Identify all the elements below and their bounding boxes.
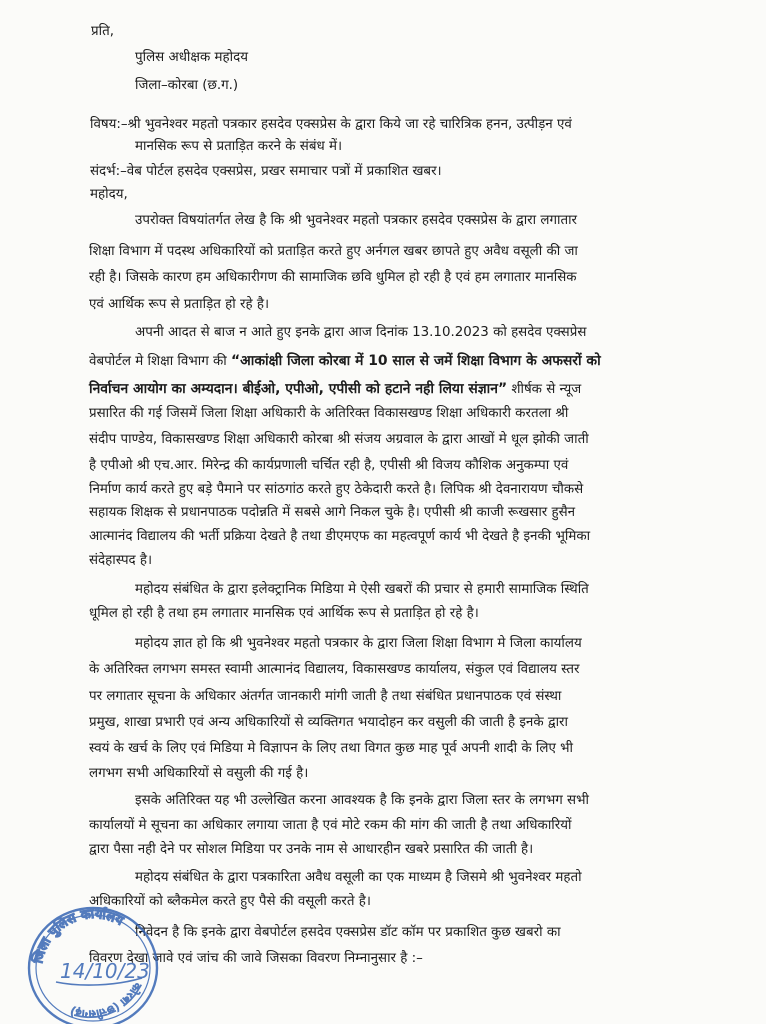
para2-line: सहायक शिक्षक से प्रधानपाठक पदोन्नति में सबसे आगे निकल चुके है। एपीसी श्री काजी रूखसार हुसैन — [89, 505, 576, 520]
salutation: महोदय, — [90, 187, 128, 202]
para3-line: धूमिल हो रही है तथा हम लगातार मानसिक एवं आर्थिक रूप से प्रताड़ित हो रहे है। — [89, 606, 479, 621]
para5-line: इसके अतिरिक्त यह भी उल्लेखित करना आवश्यक है कि इनके द्वारा जिला स्तर के लगभग सभी — [135, 793, 589, 808]
para4-line: पर लगातार सूचना के अधिकार अंतर्गत जानकारी मांगी जाती है तथा संबंधित प्रधानपाठक एवं संस्था — [89, 689, 562, 704]
para3-line: महोदय संबंधित के द्वारा इलेक्ट्रानिक मिडिया मे ऐसी खबरों की प्रचार से हमारी सामाजिक स्थिति — [135, 582, 589, 597]
para5-line: द्वारा पैसा नही देने पर सोशल मिडिया पर उनके नाम से आधारहीन खबरे प्रसारित की जाती है। — [89, 842, 534, 857]
para4-line: प्रमुख, शाखा प्रभारी एवं अन्य अधिकारियों से व्यक्तिगत भयादोहन कर वसुली की जाती है इनके द्वारा — [89, 715, 568, 730]
para1-line: एवं आर्थिक रूप से प्रताड़ित हो रहे है। — [89, 297, 270, 312]
para1-line: रही है। जिसके कारण हम अधिकारीगण की सामाजिक छवि धुमिल हो रही है एवं हम लगातार मानसिक — [89, 270, 577, 285]
stamp-top-text: जिला पुलिस कार्यालय — [31, 906, 126, 965]
addressee-district: जिला–कोरबा (छ.ग.) — [135, 78, 239, 93]
news-headline-bold: निर्वाचन आयोग का अम्यदान। बीईओ, एपीओ, एपीसी को हटाने नही लिया संज्ञान” — [89, 381, 508, 397]
para2-line: अपनी आदत से बाज न आते हुए इनके द्वारा आज दिनांक 13.10.2023 को हसदेव एक्सप्रेस — [135, 325, 587, 340]
para2-line: संदेहास्पद है। — [89, 553, 153, 568]
para1-line: उपरोक्त विषयांतर्गत लेख है कि श्री भुवनेश्वर महतो पत्रकार हसदेव एक्सप्रेस के द्वारा लगातार — [135, 213, 578, 228]
stamp-date: 14/10/23 — [60, 959, 150, 983]
news-headline-bold: “आकांक्षी जिला कोरबा में 10 साल से जमें शिक्षा विभाग के अफसरों को — [231, 353, 601, 369]
subject-line: मानसिक रूप से प्रताड़ित करने के संबंध में। — [135, 139, 343, 154]
para2-plain-text: शीर्षक से न्यूज — [507, 382, 582, 397]
addressee-designation: पुलिस अधीक्षक महोदय — [135, 50, 248, 65]
para1-line: शिक्षा विभाग में पदस्थ अधिकारियों को प्रताड़ित करते हुए अर्नगल खबर छापते हुए अवैध वसूली की जा — [89, 244, 578, 259]
para6-line: अधिकारियों को ब्लैकमेल करते हुए पैसे की वसूली करते है। — [89, 894, 371, 909]
para2-line: आत्मानंद विद्यालय की भर्ती प्रक्रिया देखते है तथा डीएमएफ का महत्वपूर्ण कार्य भी देखते है इनकी भूमिका — [89, 529, 591, 544]
para7-line: विवरण देखा जावे एवं जांच की जावे जिसका विवरण निम्नानुसार है :– — [89, 951, 423, 966]
office-receipt-stamp — [20, 890, 165, 1024]
para2-line — [89, 352, 601, 371]
para2-plain-text: वेबपोर्टल मे शिक्षा विभाग की — [89, 354, 232, 369]
para2-line — [89, 380, 581, 399]
para2-line: संदीप पाण्डेय, विकासखण्ड शिक्षा अधिकारी कोरबा श्री संजय अग्रवाल के द्वारा आखों मे धूल झोकी जाती — [89, 432, 589, 447]
para4-line: लगभग सभी अधिकारियों से वसुली की गई है। — [89, 766, 309, 781]
para2-line: प्रसारित की गई जिसमें जिला शिक्षा अधिकारी के अतिरिक्त विकासखण्ड शिक्षा अधिकारी करतला श्री — [89, 406, 569, 421]
para4-line: के अतिरिक्त लगभग समस्त स्वामी आत्मानंद विद्यालय, विकासखण्ड कार्यालय, संकुल एवं विद्यालय स्तर — [89, 662, 580, 677]
stamp-ink — [29, 906, 157, 1024]
para2-line: है एपीओ श्री एच.आर. मिरेन्द्र की कार्यप्रणाली चर्चित रही है, एपीसी श्री विजय कौशिक अनुकम्पा एवं — [89, 458, 569, 473]
para5-line: कार्यालयों मे सूचना का अधिकार लगाया जाता है एवं मोटे रकम की मांग की जाती है तथा अधिकारियों — [89, 818, 572, 833]
para6-line: महोदय संबंधित के द्वारा पत्रकारिता अवैध वसूली का एक माध्यम है जिसमे श्री भुवनेश्वर महतो — [135, 870, 582, 885]
para4-line: महोदय ज्ञात हो कि श्री भुवनेश्वर महतो पत्रकार के द्वारा जिला शिक्षा विभाग मे जिला कार्यालय — [135, 636, 582, 651]
addressee-prati: प्रति, — [91, 24, 114, 39]
reference-line: संदर्भ:–वेब पोर्टल हसदेव एक्सप्रेस, प्रखर समाचार पत्रों में प्रकाशित खबर। — [90, 164, 442, 179]
subject-line: विषय:–श्री भुवनेश्वर महतो पत्रकार हसदेव एक्सप्रेस के द्वारा किये जा रहे चारित्रिक हनन, उत्पीड़न एवं — [90, 117, 572, 132]
stamp-bottom-text: कोरबा (छत्तीसगढ़) — [68, 980, 145, 1021]
para4-line: स्वयं के खर्च के लिए एवं मिडिया मे विज्ञापन के लिए तथा विगत कुछ माह पूर्व अपनी शादी के लिए भी — [89, 741, 574, 756]
para2-line: निर्माण कार्य करते हुए बड़े पैमाने पर सांठगांठ करते हुए ठेकेदारी करते है। लिपिक श्री देवनारायण चौकसे — [89, 482, 584, 497]
para7-line: निवेदन है कि इनके द्वारा वेबपोर्टल हसदेव एक्सप्रेस डॉट कॉम पर प्रकाशित कुछ खबरो का — [135, 925, 561, 940]
